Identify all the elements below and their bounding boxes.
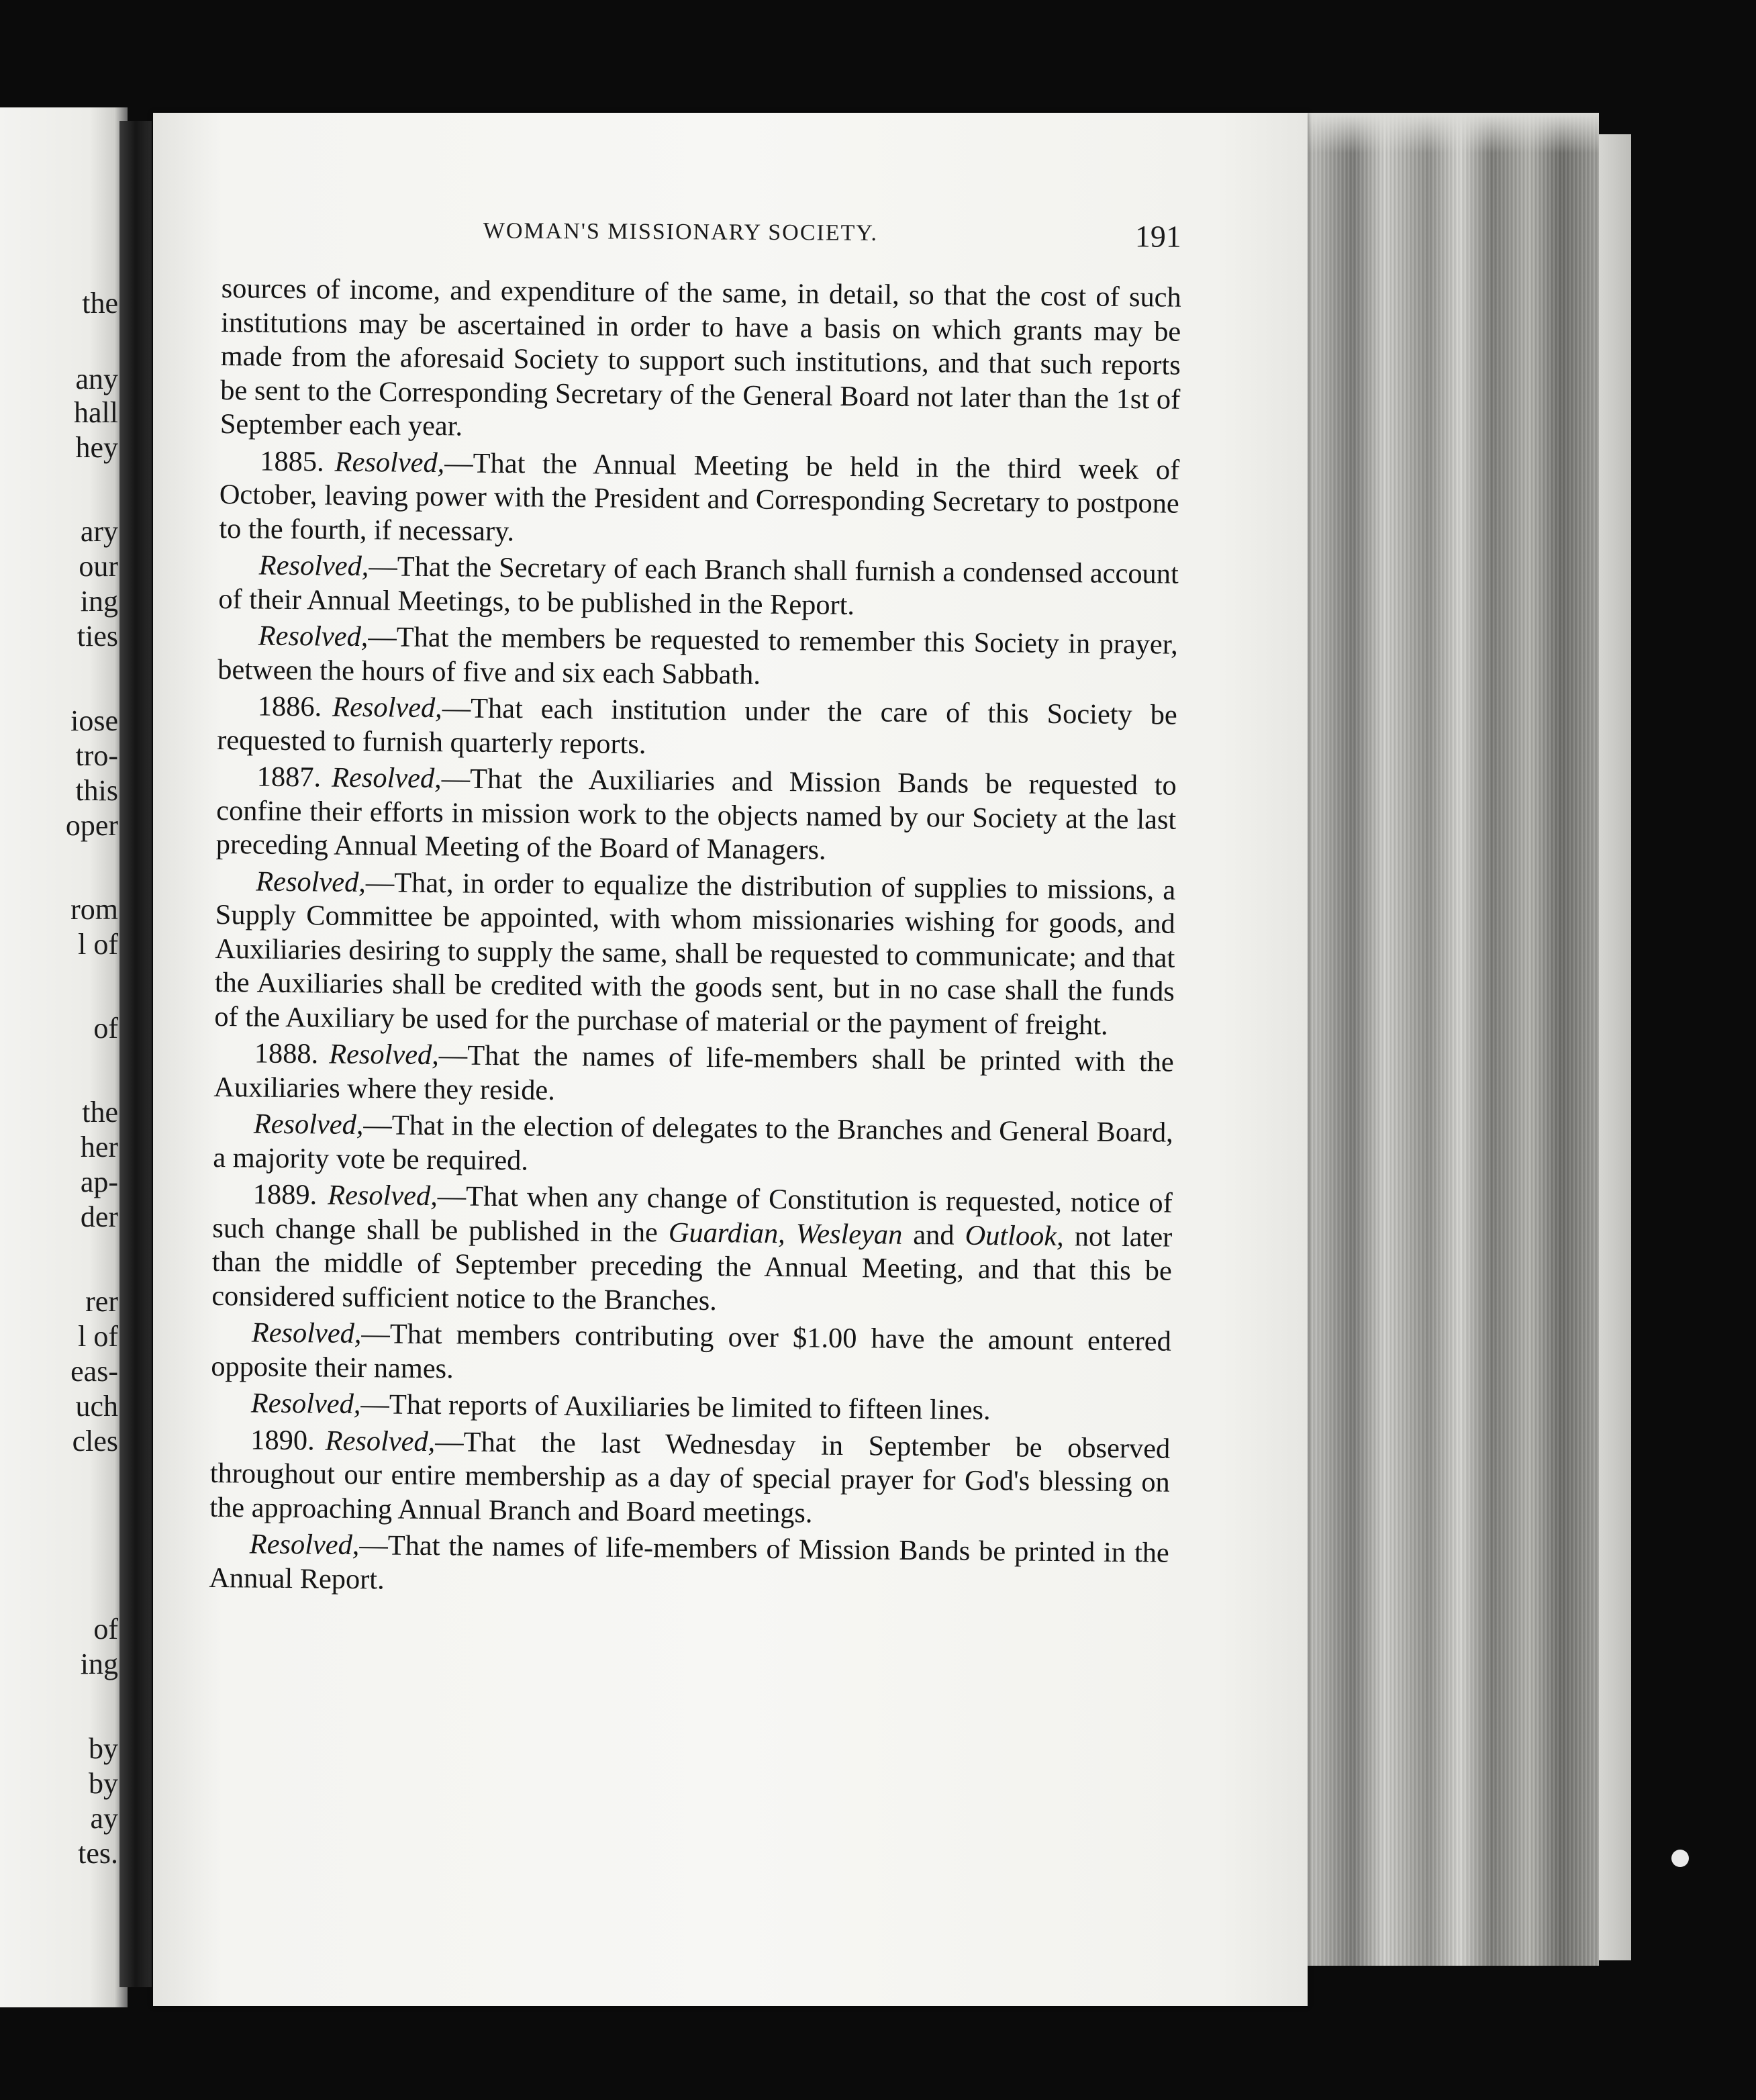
left-page-line: ing: [80, 585, 118, 618]
page-edges: [1283, 113, 1599, 1966]
left-page-line: by: [89, 1767, 118, 1800]
left-page-line: l of: [78, 1320, 118, 1353]
left-page-line: ary: [80, 515, 118, 548]
resolution-1888-life-members: [213, 1037, 1174, 1114]
left-page-line: ing: [80, 1648, 118, 1680]
resolution-text: —That reports of Auxiliaries be limited to fifteen lines.: [360, 1388, 991, 1427]
resolution-1889-constitution-change: [211, 1178, 1173, 1323]
paragraph-continuation: [220, 272, 1181, 450]
resolution-branch-report: [218, 548, 1179, 626]
resolved-label: Resolved,: [251, 1317, 362, 1350]
resolution-text: —That each institution under the care of this Society be requested to furnish quarterly reports.: [217, 692, 1177, 760]
publication-name: Outlook,: [965, 1219, 1064, 1252]
year-label: 1890.: [250, 1423, 315, 1456]
left-page-line: iose: [70, 704, 118, 737]
left-page-line: uch: [75, 1390, 118, 1423]
resolution-delegates-vote: [213, 1107, 1173, 1184]
resolution-supply-committee: [214, 864, 1175, 1043]
left-page-line: any: [75, 363, 118, 395]
page-header: [329, 213, 1181, 259]
resolution-mission-band-life-members: [209, 1527, 1169, 1605]
resolved-label: Resolved,: [256, 865, 367, 898]
resolution-text: —That when any change of Constitution is requested, notice of such change shall be published in the: [212, 1180, 1173, 1248]
resolution-report-length: [211, 1386, 1171, 1429]
left-page-line: our: [79, 550, 118, 583]
resolution-text: not later than the middle of September preceding the Annual Meeting, and that this be considered sufficient notice to the Branches.: [211, 1220, 1173, 1317]
resolved-label: Resolved,: [250, 1387, 361, 1421]
left-page-line: of: [93, 1613, 118, 1645]
resolved-label: Resolved,: [258, 549, 369, 583]
resolution-text: —That the Annual Meeting be held in the third week of October, leaving power with the President and Corresponding Secretary to postpone to the fourth, if necessary.: [219, 446, 1180, 547]
left-page-line: of: [93, 1012, 118, 1045]
resolution-text: —That the members be requested to remember this Society in prayer, between the hours of five and six each Sabbath.: [217, 621, 1178, 691]
running-head: WOMAN'S MISSIONARY SOCIETY.: [483, 218, 879, 246]
year-label: 1886.: [257, 690, 322, 723]
resolution-1886-quarterly-reports: [217, 689, 1177, 767]
publication-name: Guardian, Wesleyan: [668, 1216, 903, 1251]
resolution-text: —That the Auxiliaries and Mission Bands be requested to confine their efforts in mission work to the objects named by our Society at the last preceding Annual Meeting of the Board of Managers.: [215, 763, 1177, 866]
left-page-line: ap-: [80, 1165, 118, 1198]
book-gutter: [119, 121, 152, 1987]
left-page-line: hey: [75, 431, 118, 464]
left-page-line: by: [89, 1732, 118, 1765]
resolution-text: —That in the election of delegates to the Branches and General Board, a majority vote be required.: [213, 1109, 1173, 1176]
resolution-text: —That the names of life-members shall be printed with the Auxiliaries where they reside.: [213, 1039, 1174, 1106]
resolution-1890-prayer-day: [209, 1423, 1170, 1533]
resolved-label: Resolved,: [332, 691, 443, 724]
resolved-label: Resolved,: [258, 620, 369, 653]
left-page-line: rer: [85, 1285, 118, 1318]
resolution-text: —That, in order to equalize the distribution of supplies to missions, a Supply Committee be appointed, with whom missionaries wishing for goods, and Auxiliaries desiring to supply the same, shall be requested to communicate; and that the Auxiliaries shall be credited with the goods sent, but in no case shall the funds of the Auxiliary be used for the purchase of material or the payment of freight.: [214, 866, 1176, 1041]
paragraph-text: sources of income, and expenditure of the same, in detail, so that the cost of such institutions may be ascertained in order to have a basis on which grants may be made from the aforesaid Society to support such institutions, and that such reports be sent to the Corresponding Secretary of the General Board not later than the 1st of September each year.: [220, 272, 1181, 442]
resolution-contributors: [211, 1316, 1171, 1393]
resolution-text: —That the Secretary of each Branch shall furnish a condensed account of their Annual Meetings, to be published in the Report.: [218, 551, 1179, 621]
resolved-label: Resolved,: [328, 1038, 440, 1071]
resolution-text: and: [902, 1219, 965, 1251]
resolved-label: Resolved,: [331, 761, 442, 795]
page-edges-highlight: [1283, 113, 1599, 153]
left-page-line: rom: [70, 893, 118, 926]
resolution-text: —That members contributing over $1.00 have the amount entered opposite their names.: [211, 1318, 1171, 1384]
left-page-line: der: [80, 1200, 118, 1233]
resolution-text: —That the names of life-members of Mission Bands be printed in the Annual Report.: [209, 1529, 1169, 1595]
previous-page-fragment: [0, 107, 128, 2007]
page-number: 191: [1134, 219, 1181, 254]
dust-speck: [1671, 1850, 1689, 1867]
resolution-1885-annual-meeting: [219, 444, 1179, 555]
page-body: [209, 272, 1181, 1607]
left-page-line: the: [82, 287, 118, 320]
resolution-prayer: [217, 619, 1178, 696]
left-page-line: tro-: [75, 739, 118, 772]
left-page-line: the: [82, 1096, 118, 1129]
left-page-line: this: [75, 774, 118, 807]
resolved-label: Resolved,: [325, 1425, 436, 1458]
left-page-line: hall: [74, 396, 118, 429]
resolution-text: —That the last Wednesday in September be observed throughout our entire membership as a day of special prayer for God's blessing on the approaching Annual Branch and Board meetings.: [209, 1425, 1171, 1529]
left-page-line: l of: [78, 928, 118, 961]
left-page-line: cles: [72, 1425, 118, 1458]
left-page-line: her: [80, 1131, 118, 1163]
left-page-line: ties: [77, 620, 118, 653]
resolved-label: Resolved,: [253, 1108, 364, 1141]
left-page-line: ay: [90, 1802, 118, 1835]
resolved-label: Resolved,: [327, 1179, 438, 1212]
year-label: 1885.: [260, 445, 324, 477]
left-page-line: tes.: [78, 1837, 118, 1870]
left-page-line: oper: [65, 809, 118, 842]
resolution-1887-mission-work: [216, 760, 1177, 871]
resolved-label: Resolved,: [249, 1528, 360, 1562]
year-label: 1888.: [254, 1037, 319, 1070]
year-label: 1887.: [256, 761, 322, 794]
year-label: 1889.: [252, 1178, 318, 1211]
left-page-line: eas-: [70, 1355, 118, 1388]
resolved-label: Resolved,: [334, 446, 445, 479]
